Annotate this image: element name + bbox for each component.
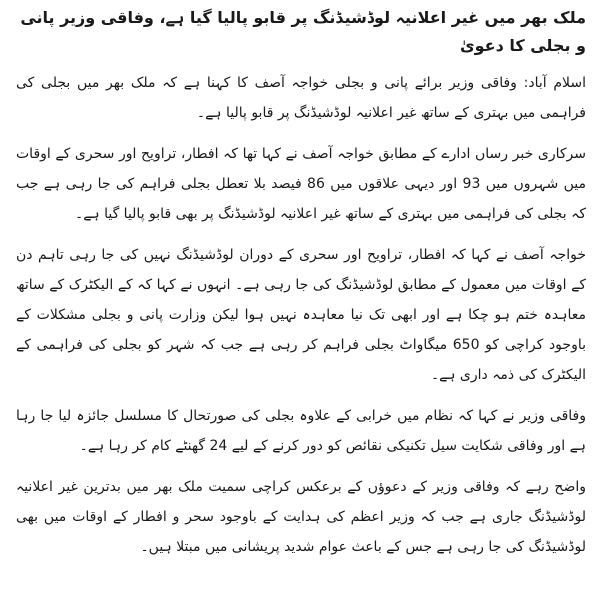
article-paragraph-5: واضح رہے کہ وفاقی وزیر کے دعوؤں کے برعکس کراچی سمیت ملک بھر میں بدترین غیر اعلانیہ لوڈشیڈنگ جاری ہے جب کہ وزیر اعظم کی ہدایت کے باوجود سحر و افطار کے اوقات میں بھی لوڈشیڈنگ کی جا رہی ہے جس کے باعث عوام شدید پریشانی میں مبتلا ہیں۔ (16, 479, 586, 555)
article-paragraph-1: اسلام آباد: وفاقی وزیر برائے پانی و بجلی خواجہ آصف کا کہنا ہے کہ ملک بھر میں بجلی کی فراہمی میں بہتری کے ساتھ غیر اعلانیہ لوڈشیڈنگ پر قابو پالیا ہے۔ (16, 75, 586, 121)
article-headline: ملک بھر میں غیر اعلانیہ لوڈشیڈنگ پر قابو پالیا گیا ہے، وفاقی وزیر پانی و بجلی کا دعویٰ (20, 8, 586, 55)
article-paragraph-2: سرکاری خبر رساں ادارے کے مطابق خواجہ آصف نے کہا تھا کہ افطار، تراویح اور سحری کے اوقات میں شہروں میں 93 اور دیہی علاقوں میں 86 فیصد بلا تعطل بجلی فراہم کی جا رہی ہے جب کہ بجلی کی فراہمی میں بہتری کے ساتھ غیر اعلانیہ لوڈشیڈنگ پر بھی قابو پالیا گیا ہے۔ (16, 146, 586, 222)
article-paragraph-3: خواجہ آصف نے کہا کہ افطار، تراویح اور سحری کے دوران لوڈشیڈنگ نہیں کی جا رہی تاہم دن کے اوقات میں معمول کے مطابق لوڈشیڈنگ کی جا رہی ہے۔ انہوں نے کہا کہ کے الیکٹرک کے ساتھ معاہدہ ختم ہو چکا ہے اور ابھی تک نیا معاہدہ نہیں ہوا لیکن وزارت پانی و بجلی مشکلات کے باوجود کراچی کو 650 میگاواٹ بجلی فراہم کر رہی ہے جب کہ شہر کو بجلی کی فراہمی کے الیکٹرک کی ذمہ داری ہے۔ (16, 247, 586, 383)
article-paragraph-4: وفاقی وزیر نے کہا کہ نظام میں خرابی کے علاوہ بجلی کی صورتحال کا مسلسل جائزہ لیا جا رہا ہے اور وفاقی شکایت سیل تکنیکی نقائص کو دور کرنے کے لیے 24 گھنٹے کام کر رہا ہے۔ (16, 408, 586, 454)
